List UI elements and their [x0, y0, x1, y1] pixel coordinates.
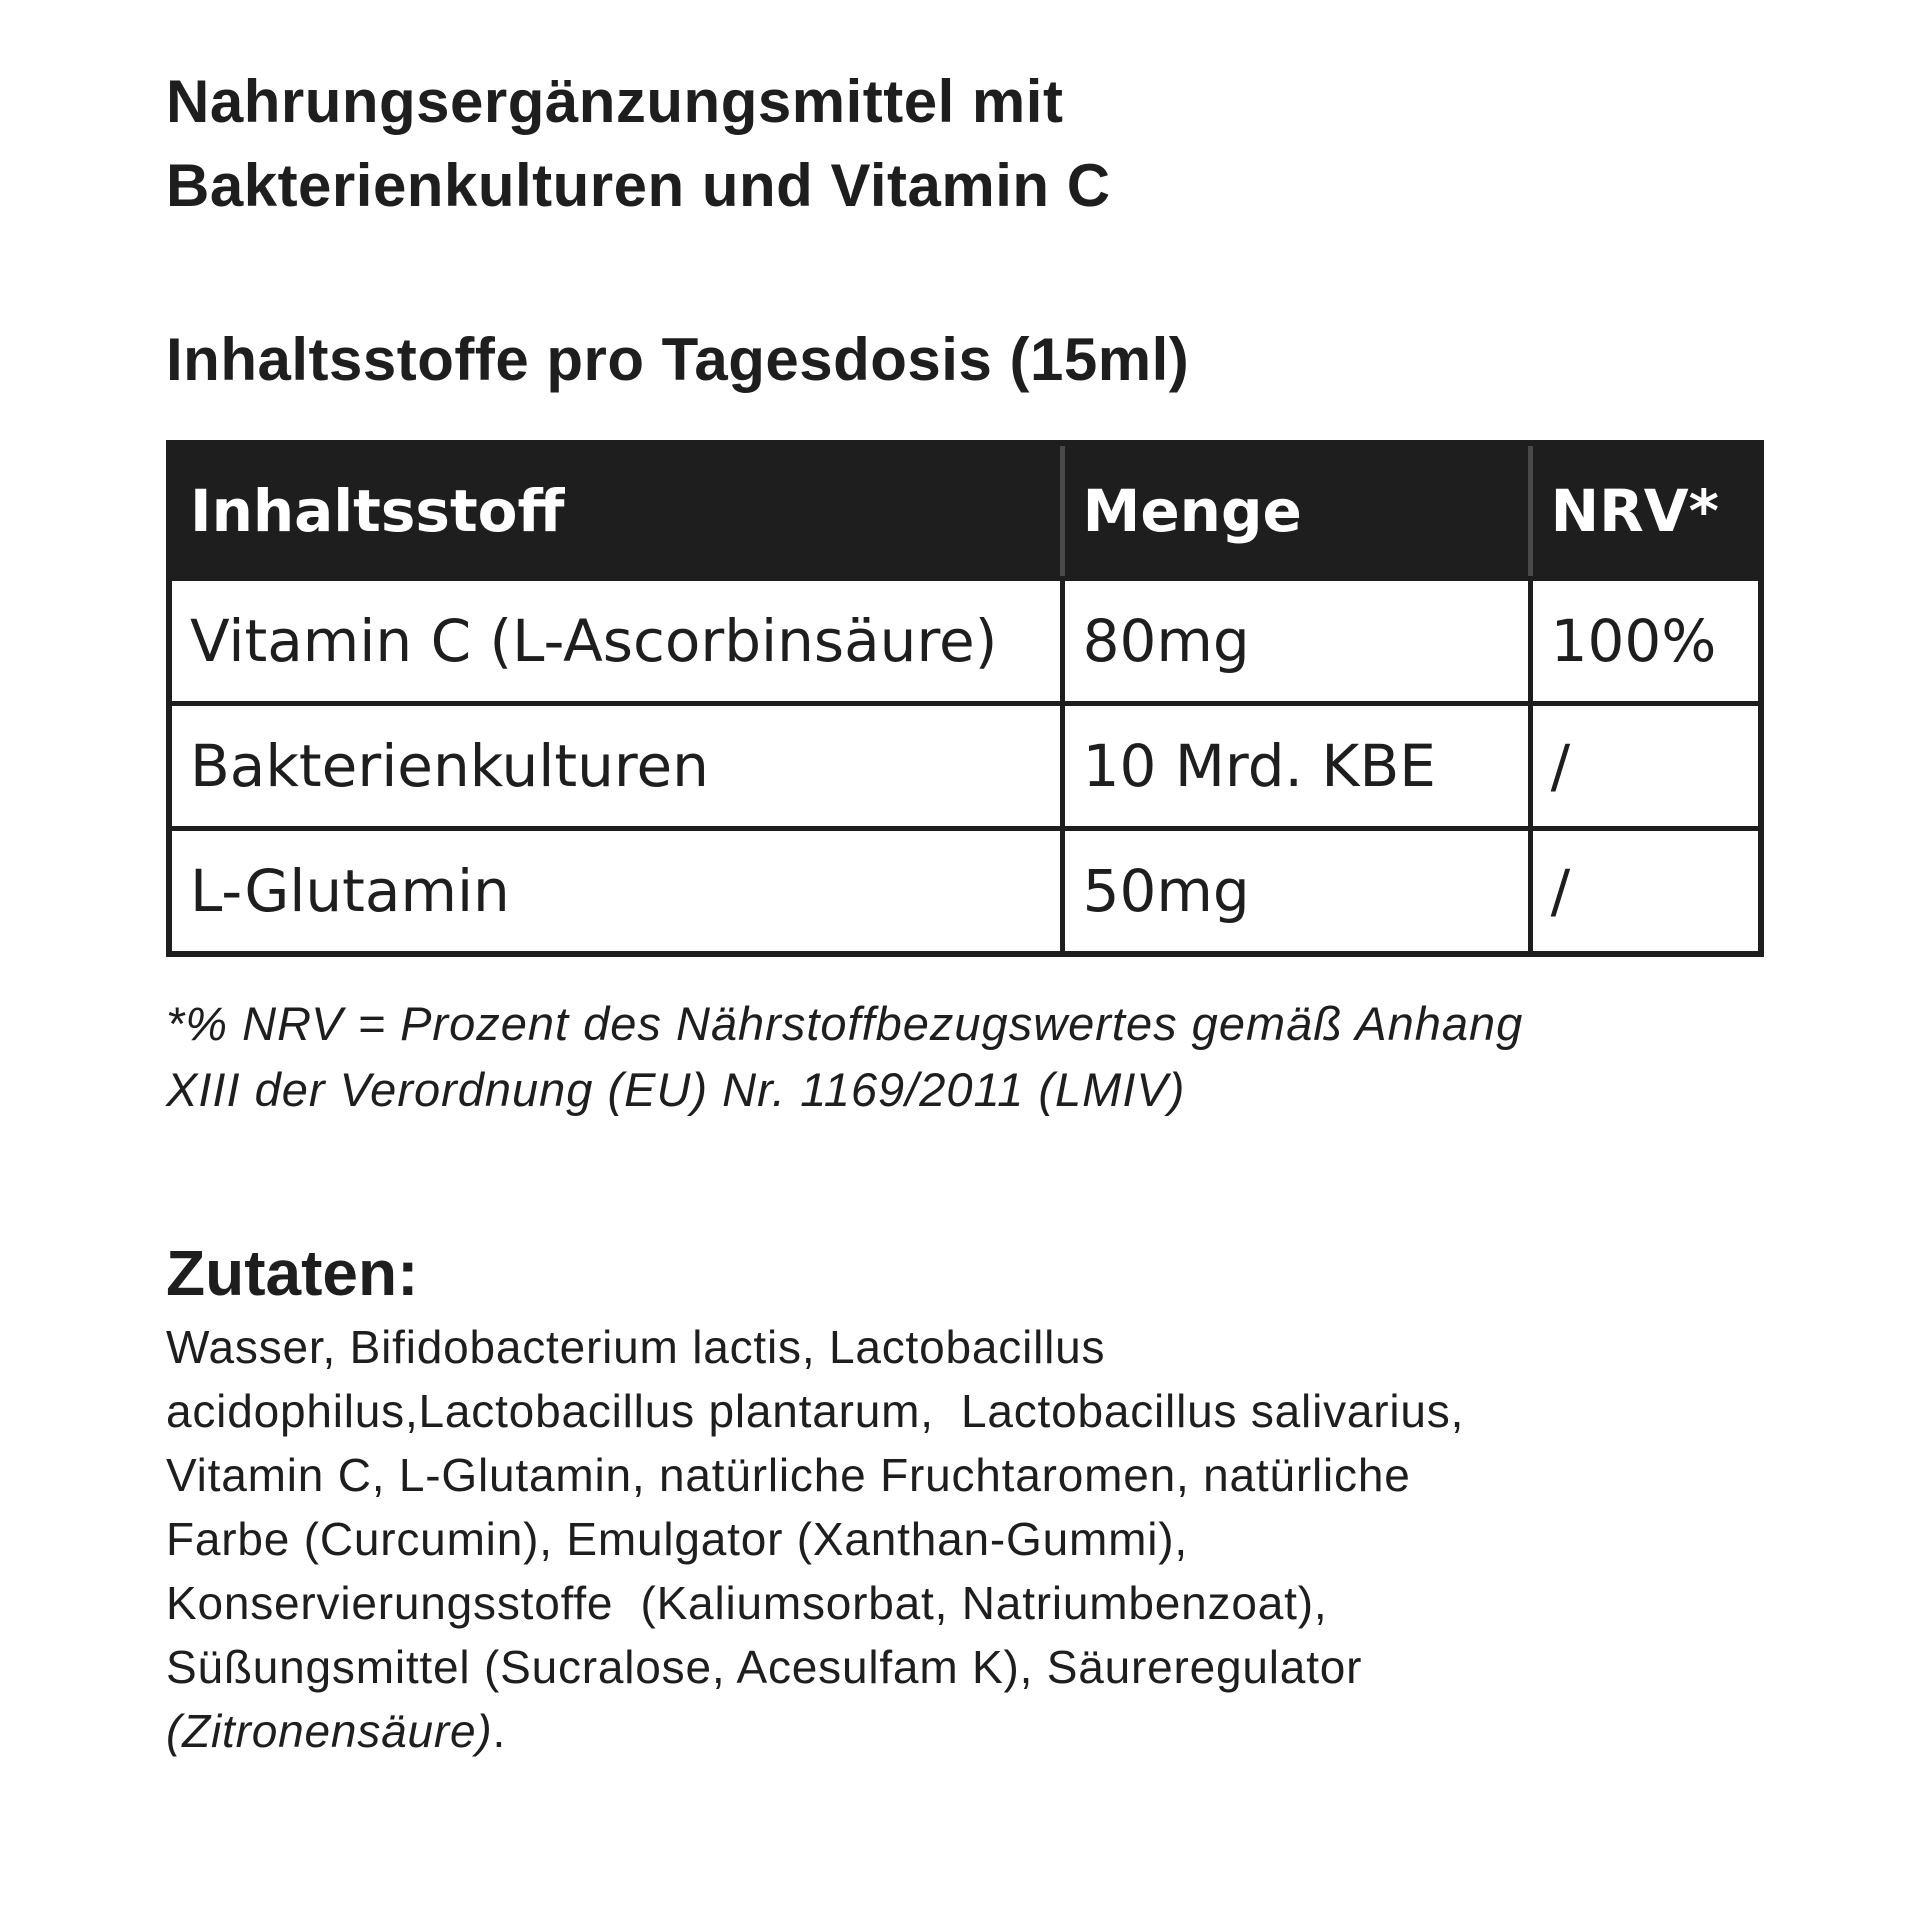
ingredients-line: Vitamin C, L-Glutamin, natürliche Fruchtaromen, natürliche — [166, 1449, 1411, 1501]
product-title — [166, 60, 1776, 228]
cell-amount: 80mg — [1062, 579, 1530, 704]
table-row — [169, 704, 1761, 829]
ingredients-line: acidophilus,Lactobacillus plantarum, Lactobacillus salivarius, — [166, 1385, 1465, 1437]
table-header-row — [169, 443, 1761, 579]
ingredients-line: Farbe (Curcumin), Emulgator (Xanthan-Gummi), — [166, 1513, 1188, 1565]
table-row — [169, 579, 1761, 704]
ingredients-line: Konservierungsstoffe (Kaliumsorbat, Natriumbenzoat), — [166, 1577, 1328, 1629]
cell-nrv: 100% — [1530, 579, 1761, 704]
ingredients-line: Süßungsmittel (Sucralose, Acesulfam K), Säureregulator — [166, 1641, 1363, 1693]
cell-amount: 10 Mrd. KBE — [1062, 704, 1530, 829]
ingredients-line: Wasser, Bifidobacterium lactis, Lactobacillus — [166, 1321, 1106, 1373]
footnote-line2: XIII der Verordnung (EU) Nr. 1169/2011 (LMIV) — [166, 1063, 1186, 1116]
nutrition-table — [166, 440, 1764, 957]
product-info-page — [166, 60, 1776, 1763]
cell-nrv: / — [1530, 704, 1761, 829]
ingredients-per-dose-heading: Inhaltsstoffe pro Tagesdosis (15ml) — [166, 326, 1190, 393]
ingredients-line-end: . — [492, 1705, 507, 1757]
cell-amount: 50mg — [1062, 829, 1530, 955]
cell-ingredient: Vitamin C (L-Ascorbinsäure) — [169, 579, 1062, 704]
cell-ingredient: L-Glutamin — [169, 829, 1062, 955]
ingredients-list — [166, 1315, 1776, 1763]
header-amount: Menge — [1062, 443, 1530, 579]
cell-nrv: / — [1530, 829, 1761, 955]
table-row — [169, 829, 1761, 955]
ingredients-line-italic: (Zitronensäure) — [166, 1705, 493, 1757]
footnote-line1: *% NRV = Prozent des Nährstoffbezugswertes gemäß Anhang — [166, 997, 1524, 1050]
cell-ingredient: Bakterienkulturen — [169, 704, 1062, 829]
header-nrv: NRV* — [1530, 443, 1761, 579]
ingredients-heading: Zutaten: — [166, 1237, 419, 1309]
nrv-footnote — [166, 991, 1776, 1123]
product-title-line1: Nahrungsergänzungsmittel mit — [166, 68, 1064, 135]
header-ingredient: Inhaltsstoff — [169, 443, 1062, 579]
product-title-line2: Bakterienkulturen und Vitamin C — [166, 152, 1111, 219]
